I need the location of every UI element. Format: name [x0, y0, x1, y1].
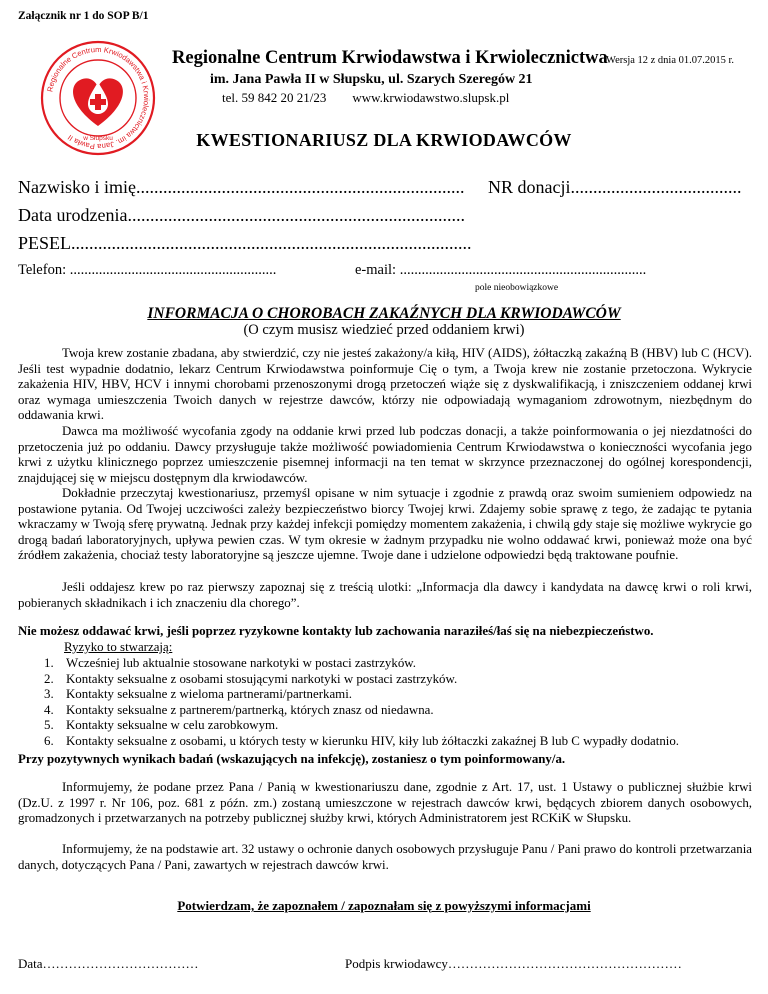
list-item: 2. Kontakty seksualne z osobami stosującymi narkotyki w postaci zastrzyków.	[44, 671, 458, 686]
phone-number: tel. 59 842 20 21/23	[222, 90, 327, 105]
organization-address: im. Jana Pawła II w Słupsku, ul. Szarych Szeregów 21	[210, 72, 533, 87]
risk-heading: Ryzyko to stwarzają:	[64, 640, 173, 654]
logo-ring-text: Regionalne Centrum Krwiodawstwa i Krwiolecznictwa im. Jana Pawła II	[45, 44, 152, 152]
optional-note: pole nieobowiązkowe	[475, 283, 559, 293]
section-title: INFORMACJA O CHOROBACH ZAKAŹNYCH DLA KRWIODAWCÓW	[147, 305, 621, 322]
list-item: 5. Kontakty seksualne w celu zarobkowym.	[44, 718, 279, 733]
info-paragraph: Jeśli oddajesz krew po raz pierwszy zapoznaj się z treścią ulotki: „Informacja dla dawcy i kandydata na dawcę krwi o roli krwi, pobieranych składnikach i ich znaczeniu dla chorego”.	[18, 580, 752, 610]
risk-warning: Nie możesz oddawać krwi, jeśli poprzez ryzykowne kontakty lub zachowania naraziłeś/łaś się na niebezpieczeństwo.	[18, 624, 654, 638]
donation-number-field[interactable]: NR donacji......................................	[488, 177, 742, 197]
list-item: 1. Wcześniej lub aktualnie stosowane narkotyki w postaci zastrzyków.	[44, 656, 416, 670]
document-version: Wersja 12 z dnia 01.07.2015 r.	[606, 55, 735, 66]
section-subtitle: (O czym musisz wiedzieć przed oddaniem krwi)	[243, 322, 525, 338]
signature-field[interactable]: Podpis krwiodawcy………………………………………………	[345, 956, 682, 971]
logo-cross-horizontal	[90, 99, 106, 105]
gdpr-paragraph: Informujemy, że na podstawie art. 32 ustawy o ochronie danych osobowych przysługuje Panu / Pani prawo do kontroli przetwarzania danych, dotyczących Pana / Pani, zawartych w rejestrach dawców krwi.	[18, 842, 752, 872]
pesel-field[interactable]: PESEL.........................................................................................	[18, 233, 472, 253]
list-item: 3. Kontakty seksualne z wieloma partnerami/partnerkami.	[44, 687, 352, 702]
birth-date-field[interactable]: Data urodzenia...........................................................................	[18, 205, 465, 225]
gdpr-paragraph: Informujemy, że podane przez Pana / Panią w kwestionariuszu dane, zgodnie z Art. 17, ust. 1 Ustawy o publicznej służbie krwi (Dz.U. z 1997 r. Nr 106, poz. 681 z późn. zm.) zostaną umieszczone w rejestrach dawców krwi, będących zbiorem danych osobowych, gromadzonych i przetwarzanych na potrzeby publicznej służby krwi, których Administratorem jest RCKiK w Słupsku.	[18, 780, 752, 826]
email-field[interactable]: e-mail: ....................................................................	[355, 262, 647, 278]
website-link[interactable]: www.krwiodawstwo.slupsk.pl	[352, 90, 510, 105]
organization-name: Regionalne Centrum Krwiodawstwa i Krwiolecznictwa	[172, 48, 608, 68]
list-item: 6. Kontakty seksualne z osobami, u których testy w kierunku HIV, kiły lub żółtaczki zakaźnej B lub C wypadły dodatnio.	[44, 733, 680, 748]
positive-result-note: Przy pozytywnych wynikach badań (wskazujących na infekcję), zostaniesz o tym poinformowany/a.	[18, 752, 566, 766]
info-paragraph: Twoja krew zostanie zbadana, aby stwierdzić, czy nie jesteś zakażony/a kiłą, HIV (AIDS), żółtaczką zakaźną B (HBV) lub C (HCV). Jeśli test wypadnie dodatnio, lekarz Centrum Krwiodawstwa poinformuje Cię o tym, a Twoja krew nie zostanie przetoczona. Wykrycie zakażenia HIV, HBV, HCV i innymi chorobami przenoszonymi drogą przetoczeń wiąże się z dyskwalifikacją, i zniszczeniem oddanej krwi oraz wymaga umieszczenia Twoich danych w rejestrze dawców, którzy nie odpowiadają wymaganiom zdrowotnym, niezbędnym do oddawania krwi.	[18, 346, 752, 423]
info-paragraph: Dawca ma możliwość wycofania zgody na oddanie krwi przed lub podczas donacji, a także poinformowania o jej niezdatności do przetoczenia już po oddaniu. Dawcy przysługuje także możliwość powiadomienia Centrum Krwiodawstwa o konieczności wycofania jego krwi z użytku klinicznego poprzez umieszczenie pisemnej informacji na ten temat w skrzynce przeznaczonej do ogólnej korespondencji, znajdującej się w miejscu dostępnym dla krwiodawców.	[18, 424, 752, 485]
page-title: KWESTIONARIUSZ DLA KRWIODAWCÓW	[196, 130, 572, 150]
risk-list	[18, 656, 679, 750]
logo-city-text: w Słupsku	[83, 135, 113, 142]
name-field[interactable]: Nazwisko i imię.........................................................................	[18, 177, 465, 197]
confirmation-statement: Potwierdzam, że zapoznałem / zapoznałam się z powyższymi informacjami	[177, 898, 591, 913]
phone-field[interactable]: Telefon: .........................................................	[18, 262, 277, 278]
attachment-label: Załącznik nr 1 do SOP B/1	[18, 10, 149, 22]
list-item: 4. Kontakty seksualne z partnerem/partnerką, których znasz od niedawna.	[44, 702, 434, 717]
date-field[interactable]: Data………………………………	[18, 956, 199, 971]
contact-line	[222, 90, 509, 106]
info-paragraph: Dokładnie przeczytaj kwestionariusz, przemyśl opisane w nim sytuacje i zgodnie z prawdą oraz swoim sumieniem odpowiedz na postawione pytania. Od Twojej uczciwości zależy bezpieczeństwo biorcy Twojej krwi. Zdajemy sobie sprawę z tego, że zadając te pytania wkraczamy w Twoją sferę prywatną. Jednak przy każdej infekcji pomiędzy momentem zakażenia, i chwilą gdy staje się możliwe wykrycie go drogą badań laboratoryjnych, upływa pewien czas. W tym okresie w żadnym przypadku nie wolno oddawać krwi, ponieważ może ona być źródłem zakażenia, chociaż testy laboratoryjne są jeszcze ujemne. Twoje dane i udzielone odpowiedzi będą traktowane poufnie.	[18, 486, 752, 563]
